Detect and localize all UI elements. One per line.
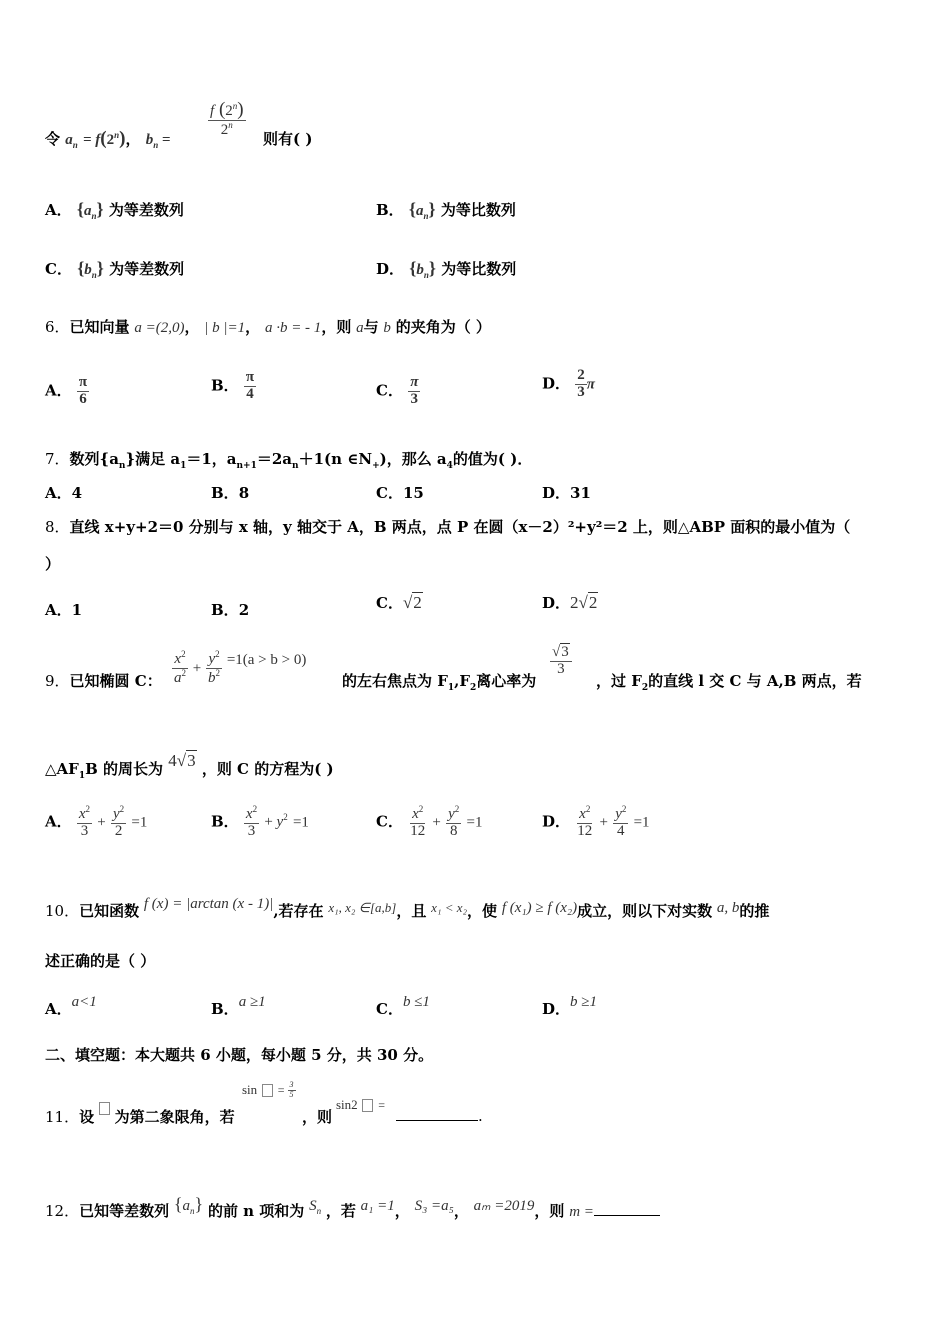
q9-stem-lead: 9．已知椭圆 C： <box>45 672 162 690</box>
q6-option-d[interactable]: D． $\frac{2}{3}$ π <box>542 367 595 400</box>
q7-option-b[interactable]: B．8 <box>211 484 250 502</box>
q8-stem: 8．直线 x+y+2＝0 分别与 x 轴，y 轴交于 A，B 两点，点 P 在圆（x－2）²+y²＝2 上，则△ABP 面积的最小值为（ <box>45 518 851 536</box>
q9-stem-tail: ，过 $F_2$的直线 l 交 C 与 A,B 两点，若 <box>596 672 862 693</box>
q11-condition: sin = $\frac{3}{5}$ <box>242 1080 294 1099</box>
q6-option-b[interactable]: B． $\frac{\pi}{4}$ <box>211 369 255 402</box>
q10-stem-cont: 述正确的是（ ） <box>45 952 156 970</box>
q10-option-b[interactable]: B．a ≥1 <box>211 994 266 1018</box>
q10-option-d[interactable]: D．b ≥1 <box>542 994 597 1018</box>
q11-stem: 11．设 为第二象限角，若 <box>45 1106 235 1127</box>
q8-option-d[interactable]: D．2√2 <box>542 593 598 612</box>
q10-option-c[interactable]: C．b ≤1 <box>376 994 430 1018</box>
q11-answer-blank[interactable]: . <box>396 1106 483 1125</box>
q9-option-a[interactable]: A． $\frac{x^2}{3}$ + $\frac{y^2}{2}$ =1 <box>45 804 148 839</box>
q5-option-b[interactable]: B． $\{a_n\}$ 为等比数列 <box>376 199 516 221</box>
q11-target: sin2 = <box>336 1097 386 1112</box>
q5-option-a[interactable]: A． $\{a_n\}$ 为等差数列 <box>45 199 184 221</box>
q6-option-a[interactable]: A． $\frac{\pi}{6}$ <box>45 374 88 407</box>
placeholder-glyph-icon <box>99 1102 110 1115</box>
q5-option-c[interactable]: C． $\{b_n\}$ 为等差数列 <box>45 258 185 280</box>
q7-option-c[interactable]: C．15 <box>376 484 424 502</box>
placeholder-glyph-icon <box>262 1084 273 1097</box>
q9-ellipse-eq: $\frac{x^2}{a^2}$ + $\frac{y^2}{b^2}$ =1(a > b > 0) <box>174 649 307 686</box>
q5-stem: 令 $a_n = f(2^n)$， $b_n$ = <box>45 128 171 150</box>
q8-option-b[interactable]: B．2 <box>211 601 250 619</box>
q7-option-a[interactable]: A．4 <box>45 484 83 502</box>
q9-stem-line2: $\triangle AF_1B$ 的周长为 4√3 ，则 C 的方程为( ) <box>45 751 334 781</box>
q9-option-d[interactable]: D． $\frac{x^2}{12}$ + $\frac{y^2}{4}$ =1 <box>542 804 650 839</box>
q9-option-b[interactable]: B． $\frac{x^2}{3}$ + $y^2 =1$ <box>211 804 309 839</box>
q6-option-c[interactable]: C． $\frac{\pi}{3}$ <box>376 374 419 407</box>
q5-bn-fraction: $\frac{f (2^n)}{2^n}$ <box>210 99 244 138</box>
q9-eccentricity: $\frac{√3}{3}$ <box>550 645 572 678</box>
q12-answer-blank[interactable] <box>594 1201 660 1216</box>
q10-stem: 10．已知函数 f (x) = |arctan (x - 1)|,若存在 x₁, x₂ ∈[a,b]，且 x₁ < x₂，使 f (x₁) ≥ f (x₂)成立，则以下对实数 a, b的推 <box>45 896 770 920</box>
q10-option-a[interactable]: A．a<1 <box>45 994 97 1018</box>
q8-stem-cont: ） <box>45 555 61 573</box>
q7-option-d[interactable]: D．31 <box>542 484 591 502</box>
q7-stem: 7．数列$\{a_n\}$满足 $a_1=1$，$a_{n+1}=2a_n+1(n$ $\in N_+$)，那么 $a_4$的值为( )． <box>45 450 533 471</box>
q8-option-a[interactable]: A．1 <box>45 601 83 619</box>
q9-stem-mid: 的左右焦点为 $F_1,F_2$离心率为 <box>342 672 537 693</box>
q8-option-c[interactable]: C．√2 <box>376 593 422 612</box>
q12-stem: 12．已知等差数列 $\{a_n\}$ 的前 n 项和为 $S_n$ ，若 a₁ =1， S₃ =a₅， aₘ =2019，则 m = <box>45 1200 660 1222</box>
q5-option-d[interactable]: D． $\{b_n\}$ 为等比数列 <box>376 258 517 280</box>
section-2-title: 二、填空题：本大题共 6 小题，每小题 5 分，共 30 分。 <box>45 1046 434 1064</box>
q5-tail: 则有( ) <box>263 130 313 148</box>
q9-option-c[interactable]: C． $\frac{x^2}{12}$ + $\frac{y^2}{8}$ =1 <box>376 804 483 839</box>
placeholder-glyph-icon <box>362 1099 373 1112</box>
q11-then: ，则 <box>302 1108 333 1126</box>
q6-stem: 6．已知向量 a =(2,0)， | b |=1， a ·b = - 1，则 a与 b 的夹角为（ ） <box>45 318 491 336</box>
